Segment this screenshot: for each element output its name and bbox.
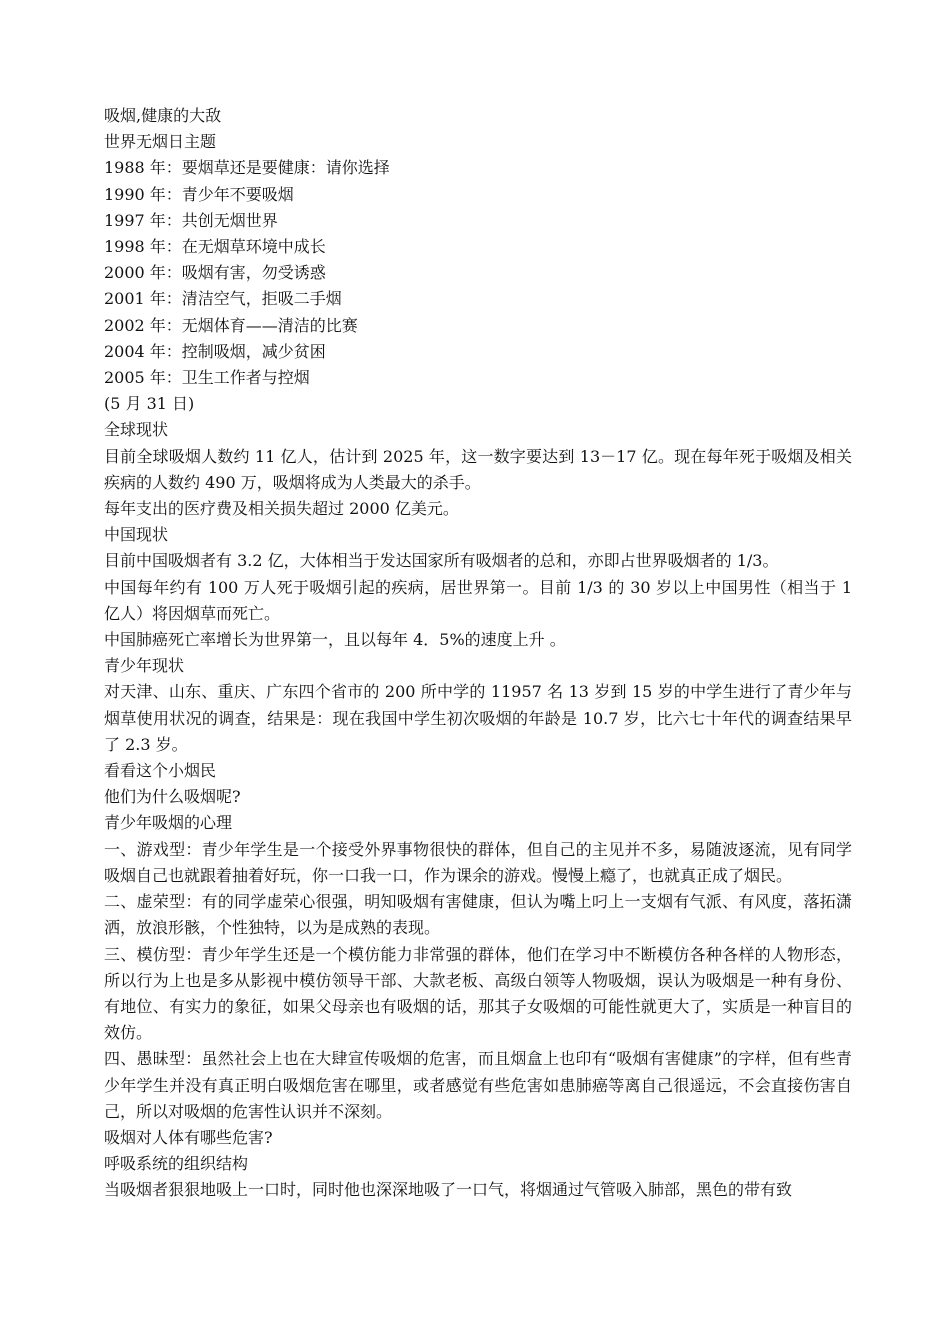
china-paragraph: 中国肺癌死亡率增长为世界第一，且以每年 4．5%的速度上升 。 — [104, 630, 566, 650]
theme-2005: 2005 年：卫生工作者与控烟 — [104, 368, 310, 388]
youth-heading: 青少年现状 — [104, 656, 185, 676]
theme-2001: 2001 年：清洁空气，拒吸二手烟 — [104, 289, 342, 309]
china-heading: 中国现状 — [104, 525, 169, 545]
psychology-paragraph: 二、虚荣型：有的同学虚荣心很强，明知吸烟有害健康，但认为嘴上叼上一支烟有气派、有风度，落拓潇洒，放浪形骸，个性独特，以为是成熟的表现。 — [104, 892, 852, 938]
theme-2002: 2002 年：无烟体育——清洁的比赛 — [104, 315, 358, 335]
psychology-heading: 青少年吸烟的心理 — [104, 813, 233, 833]
respiratory-heading: 呼吸系统的组织结构 — [104, 1154, 249, 1174]
look-heading: 看看这个小烟民 — [104, 761, 217, 781]
psychology-paragraph: 三、模仿型：青少年学生还是一个模仿能力非常强的群体，他们在学习中不断模仿各种各样的人物形态，所以行为上也是多从影视中模仿领导干部、大款老板、高级白领等人物吸烟，误认为吸烟是一种有身份、有地位、有实力的象征，如果父母亲也有吸烟的话，那其子女吸烟的可能性就更大了，实质是一种盲目的效仿。 — [104, 944, 852, 1043]
why-heading: 他们为什么吸烟呢? — [104, 787, 241, 807]
global-paragraph: 目前全球吸烟人数约 11 亿人，估计到 2025 年，这一数字要达到 13－17 亿。现在每年死于吸烟及相关疾病的人数约 490 万，吸烟将成为人类最大的杀手。 — [104, 446, 852, 492]
china-paragraph: 目前中国吸烟者有 3.2 亿，大体相当于发达国家所有吸烟者的总和，亦即占世界吸烟者的 1/3。 — [104, 551, 779, 571]
no-tobacco-day-heading: 世界无烟日主题 — [104, 132, 217, 152]
date-note: (5 月 31 日) — [104, 394, 195, 414]
theme-1998: 1998 年：在无烟草环境中成长 — [104, 237, 326, 257]
harm-heading: 吸烟对人体有哪些危害? — [104, 1127, 273, 1147]
theme-2004: 2004 年：控制吸烟，减少贫困 — [104, 341, 326, 361]
last-line: 当吸烟者狠狠地吸上一口时，同时他也深深地吸了一口气，将烟通过气管吸入肺部，黑色的带有致 — [104, 1180, 793, 1200]
document-page — [104, 103, 852, 1204]
youth-paragraph: 对天津、山东、重庆、广东四个省市的 200 所中学的 11957 名 13 岁到 15 岁的中学生进行了青少年与烟草使用状况的调查，结果是：现在我国中学生初次吸烟的年龄是 10.7 岁，比六七十年代的调查结果早了 2.3 岁。 — [104, 682, 852, 754]
theme-1990: 1990 年：青少年不要吸烟 — [104, 184, 294, 204]
global-heading: 全球现状 — [104, 420, 169, 440]
theme-2000: 2000 年：吸烟有害，勿受诱惑 — [104, 263, 326, 283]
theme-1988: 1988 年：要烟草还是要健康：请你选择 — [104, 158, 390, 178]
psychology-paragraph: 一、游戏型：青少年学生是一个接受外界事物很快的群体，但自己的主见并不多，易随波逐流，见有同学吸烟自己也就跟着抽着好玩，你一口我一口，作为课余的游戏。慢慢上瘾了，也就真正成了烟民。 — [104, 839, 852, 885]
psychology-paragraph: 四、愚昧型：虽然社会上也在大肆宣传吸烟的危害，而且烟盒上也印有“吸烟有害健康”的字样，但有些青少年学生并没有真正明白吸烟危害在哪里，或者感觉有些危害如患肺癌等离自己很遥远，不会直接伤害自己，所以对吸烟的危害性认识并不深刻。 — [104, 1049, 852, 1121]
china-paragraph: 中国每年约有 100 万人死于吸烟引起的疾病，居世界第一。目前 1/3 的 30 岁以上中国男性（相当于 1 亿人）将因烟草而死亡。 — [104, 577, 852, 623]
document-title: 吸烟,健康的大敌 — [104, 106, 222, 125]
global-paragraph: 每年支出的医疗费及相关损失超过 2000 亿美元。 — [104, 499, 459, 519]
theme-1997: 1997 年：共创无烟世界 — [104, 210, 278, 230]
